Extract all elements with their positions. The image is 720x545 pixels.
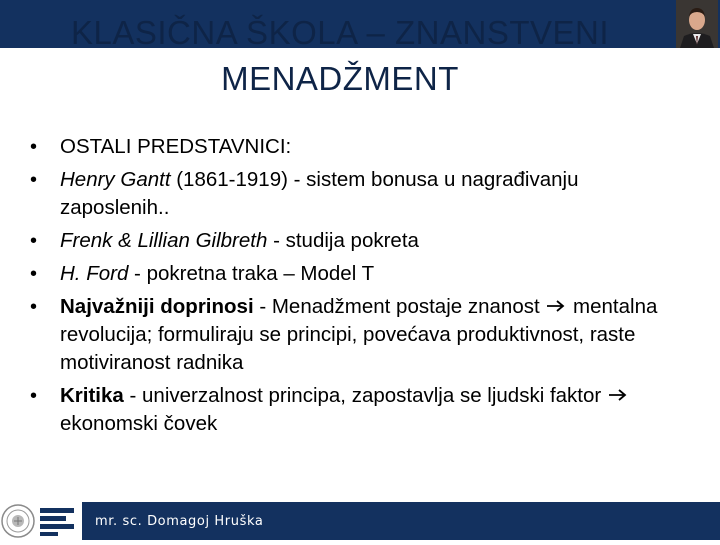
- bullet-dot: •: [30, 296, 38, 318]
- person-name: Frenk & Lillian Gilbreth: [60, 229, 268, 252]
- person-name: Henry Gantt: [60, 168, 171, 191]
- bullet-text: OSTALI PREDSTAVNICI:: [60, 135, 292, 158]
- bullet-label: Kritika: [60, 384, 124, 407]
- bullet-text: - univerzalnost principa, zapostavlja se ljudski faktor: [123, 384, 607, 407]
- arrow-right-icon: [607, 387, 629, 403]
- university-seal-icon: [2, 505, 34, 537]
- bullet-text-cont: ekonomski čovek: [60, 412, 218, 435]
- presenter-photo: [676, 0, 718, 48]
- bullet-text: - studija pokreta: [267, 229, 419, 252]
- list-item: [30, 133, 690, 161]
- bullet-dot: •: [30, 230, 38, 252]
- list-item: [30, 227, 690, 255]
- list-item: [30, 166, 690, 222]
- bullet-text-cont: mentalna revolucija; formuliraju se principi, povećava produktivnost, raste motiviranost radnika: [60, 295, 658, 374]
- slide-title-line-1: KLASIČNA ŠKOLA – ZNANSTVENI: [70, 14, 610, 51]
- bullet-text: - pokretna traka – Model T: [128, 262, 375, 285]
- bullet-list: [30, 133, 690, 443]
- bullet-text: - Menadžment postaje znanost: [253, 295, 546, 318]
- footer-author: mr. sc. Domagoj Hruška: [95, 514, 264, 529]
- faculty-logo-icon: [40, 508, 74, 536]
- bullet-label: Najvažniji doprinosi: [60, 295, 254, 318]
- bullet-dot: •: [30, 136, 38, 158]
- bullet-text: (1861-1919) - sistem bonusa u nagrađivanju zaposlenih..: [60, 168, 579, 219]
- slide-title-line-2: MENADŽMENT: [221, 60, 459, 97]
- footer-logos: [0, 500, 82, 540]
- arrow-right-icon: [545, 298, 567, 314]
- list-item: [30, 382, 690, 438]
- bullet-dot: •: [30, 385, 38, 407]
- list-item: [30, 293, 690, 377]
- bullet-dot: •: [30, 263, 38, 285]
- list-item: [30, 260, 690, 288]
- person-name: H. Ford: [60, 262, 129, 285]
- bullet-dot: •: [30, 169, 38, 191]
